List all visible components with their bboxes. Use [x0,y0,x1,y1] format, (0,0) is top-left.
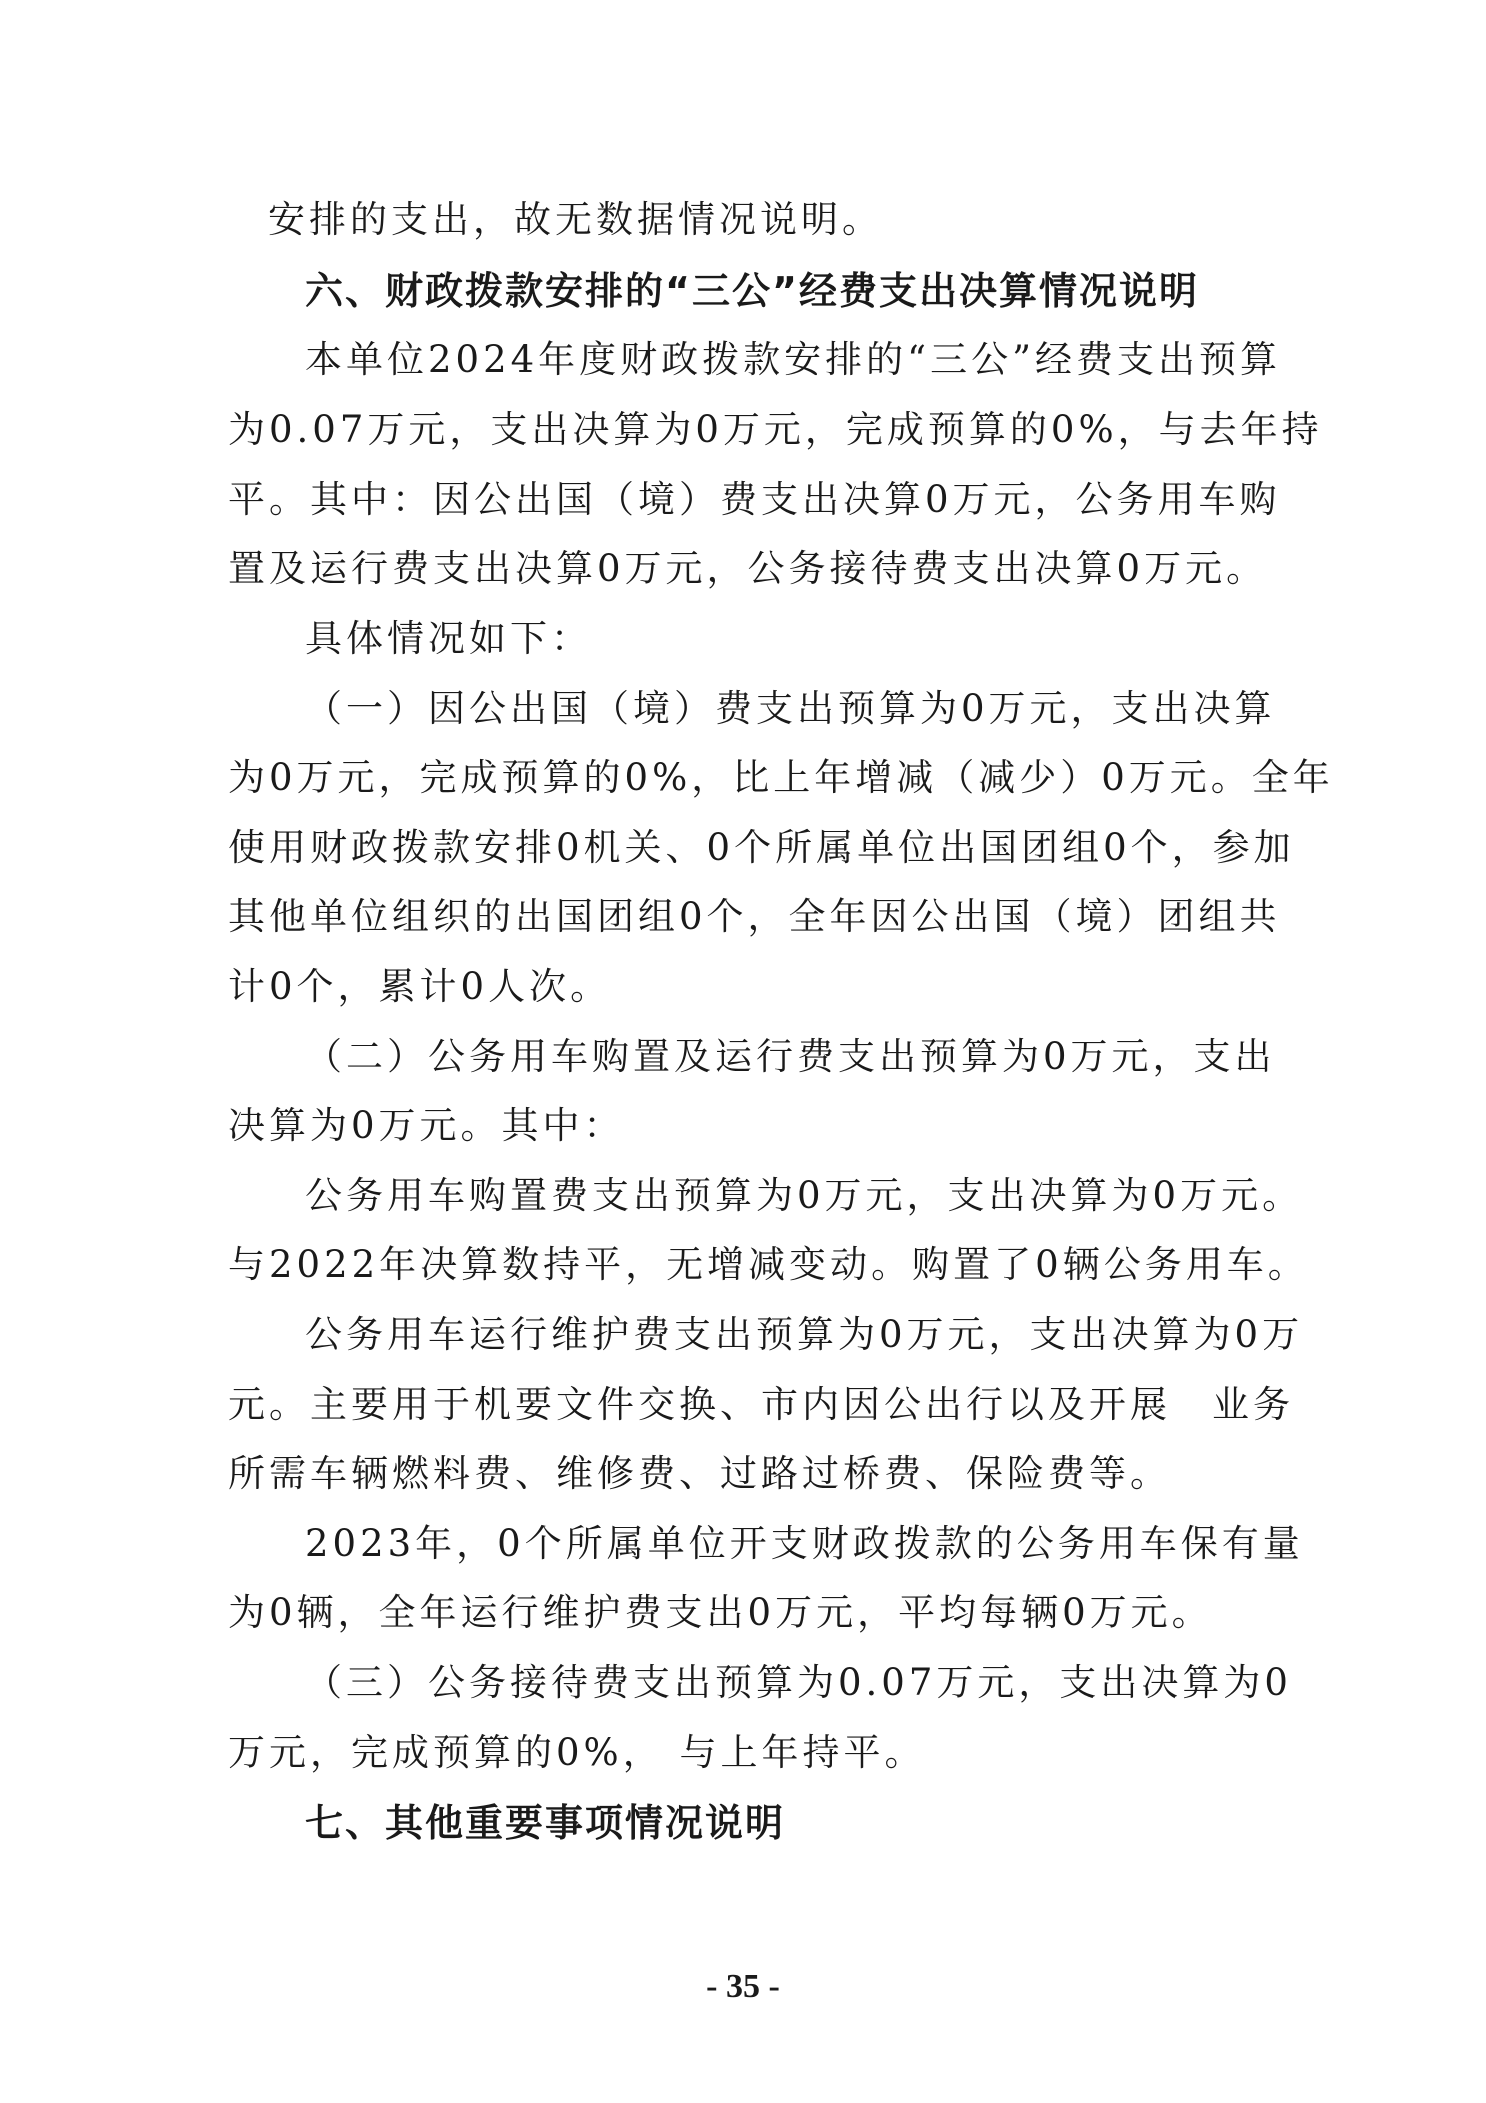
body-line-21: （三）公务接待费支出预算为0.07万元，支出决算为0 [305,1661,1292,1704]
body-line-15: 与2022年决算数持平，无增减变动。购置了0辆公务用车。 [228,1243,1309,1286]
body-line-18: 所需车辆燃料费、维修费、过路过桥费、保险费等。 [228,1452,1171,1495]
body-line-1: 安排的支出，故无数据情况说明。 [268,198,883,241]
section-heading-6: 六、财政拨款安排的“三公”经费支出决算情况说明 [305,269,1199,313]
body-line-20: 为0辆，全年运行维护费支出0万元，平均每辆0万元。 [228,1591,1213,1634]
body-line-17: 元。主要用于机要文件交换、市内因公出行以及开展 业务 [228,1383,1294,1426]
body-line-3: 为0.07万元，支出决算为0万元，完成预算的0%，与去年持 [228,408,1323,451]
body-line-9: 使用财政拨款安排0机关、0个所属单位出国团组0个，参加 [228,826,1295,869]
body-line-11: 计0个，累计0人次。 [228,965,612,1008]
page-number: - 35 - [706,1968,780,2005]
body-line-13: 决算为0万元。其中： [228,1104,625,1147]
body-line-19: 2023年，0个所属单位开支财政拨款的公务用车保有量 [305,1522,1304,1565]
body-line-4: 平。其中：因公出国（境）费支出决算0万元，公务用车购 [228,478,1281,521]
body-line-14: 公务用车购置费支出预算为0万元，支出决算为0万元。 [305,1174,1304,1217]
section-heading-7: 七、其他重要事项情况说明 [305,1801,786,1845]
body-line-2: 本单位2024年度财政拨款安排的“三公”经费支出预算 [305,338,1281,381]
body-line-16: 公务用车运行维护费支出预算为0万元，支出决算为0万 [305,1313,1304,1356]
body-line-22: 万元，完成预算的0%， 与上年持平。 [228,1731,926,1774]
body-line-8: 为0万元，完成预算的0%，比上年增减（减少）0万元。全年 [228,756,1334,799]
body-line-10: 其他单位组织的出国团组0个，全年因公出国（境）团组共 [228,895,1281,938]
body-line-7: （一）因公出国（境）费支出预算为0万元，支出决算 [305,687,1276,730]
body-line-5: 置及运行费支出决算0万元，公务接待费支出决算0万元。 [228,547,1268,590]
body-line-6: 具体情况如下： [305,617,592,660]
body-line-12: （二）公务用车购置及运行费支出预算为0万元，支出 [305,1035,1276,1078]
